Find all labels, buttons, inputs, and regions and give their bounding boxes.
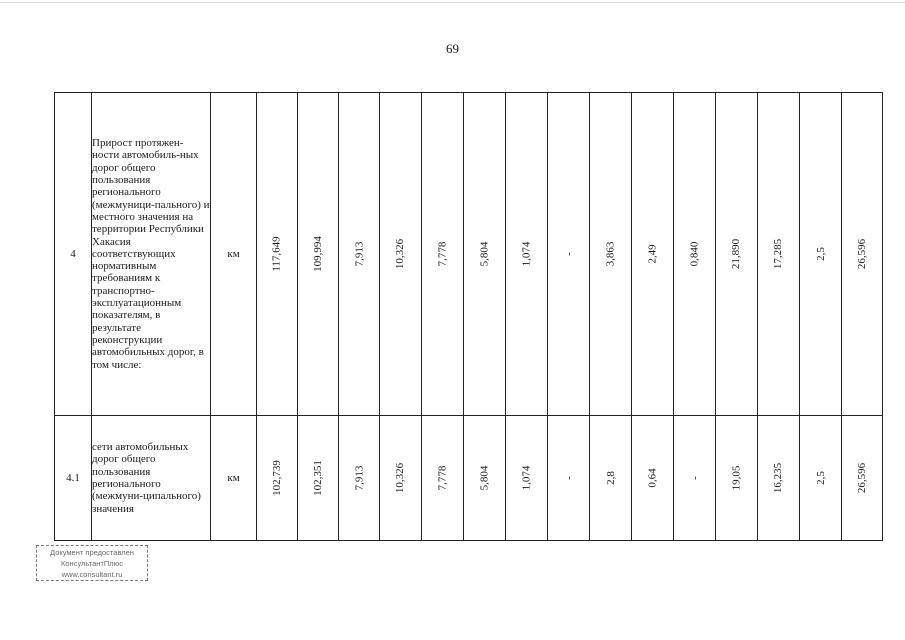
value-text: 10,326 <box>394 238 407 270</box>
value-cell <box>758 416 800 541</box>
value-text: 5,804 <box>478 465 491 491</box>
value-cell <box>842 416 883 541</box>
table-row <box>55 416 883 541</box>
value-text: - <box>688 476 701 480</box>
value-cell <box>257 416 298 541</box>
value-text: 0,64 <box>646 468 659 488</box>
value-cell <box>464 416 506 541</box>
value-cell <box>339 416 380 541</box>
value-cell <box>674 93 716 416</box>
value-text: 17,285 <box>772 238 785 270</box>
value-text: - <box>562 252 575 256</box>
value-text: 7,778 <box>436 241 449 267</box>
value-cell <box>632 93 674 416</box>
scan-artifact-line <box>0 2 905 3</box>
stamp-line: КонсультантПлюс <box>61 559 123 568</box>
indicator-name-cell: сети автомобильных дорог общего пользования регионального (межмуни-ципального) значения <box>92 416 211 541</box>
value-text: 2,8 <box>604 471 617 485</box>
value-cell <box>298 93 339 416</box>
value-text: 1,074 <box>520 465 533 491</box>
value-text: 7,913 <box>353 465 365 491</box>
value-cell <box>422 93 464 416</box>
value-cell <box>506 416 548 541</box>
value-text: 2,5 <box>814 471 827 485</box>
value-text: 7,913 <box>353 241 365 267</box>
value-text: 117,649 <box>271 236 283 272</box>
value-text: 102,351 <box>312 460 324 496</box>
value-cell <box>380 93 422 416</box>
value-text: 26,596 <box>856 462 868 494</box>
value-cell <box>800 416 842 541</box>
value-text: 0,840 <box>688 241 701 267</box>
value-cell <box>339 93 380 416</box>
value-cell <box>464 93 506 416</box>
value-cell <box>632 416 674 541</box>
value-text: 109,994 <box>312 236 324 272</box>
value-text: 21,890 <box>730 238 743 270</box>
value-text: 102,739 <box>271 460 283 496</box>
value-text: - <box>562 476 575 480</box>
value-cell <box>716 416 758 541</box>
stamp-line: www.consultant.ru <box>61 570 123 579</box>
page-number: 69 <box>446 41 459 56</box>
indicator-name-cell: Прирост протяжен-ности автомобиль-ных дорог общего пользования регионального (межмуници-пального) и местного значения на территории Республики Хакасия соответствующих нормативным требованиям к транспортно-эксплуатационным показателям, в результате реконструкции автомобильных дорог, в том числе: <box>92 93 211 416</box>
value-cell <box>257 93 298 416</box>
value-text: 2,49 <box>646 244 659 264</box>
value-cell <box>548 416 590 541</box>
consultant-stamp <box>36 545 148 581</box>
row-number-cell: 4.1 <box>55 416 92 541</box>
value-text: 1,074 <box>520 241 533 267</box>
value-cell <box>800 93 842 416</box>
value-cell <box>506 93 548 416</box>
value-cell <box>758 93 800 416</box>
value-text: 3,863 <box>604 241 617 267</box>
value-cell <box>716 93 758 416</box>
value-cell <box>298 416 339 541</box>
data-table <box>54 92 883 541</box>
value-text: 2,5 <box>814 247 827 261</box>
value-cell <box>548 93 590 416</box>
value-text: 7,778 <box>436 465 449 491</box>
value-cell <box>842 93 883 416</box>
value-cell <box>674 416 716 541</box>
value-text: 19,05 <box>730 465 743 491</box>
value-cell <box>590 93 632 416</box>
value-cell <box>380 416 422 541</box>
value-text: 10,326 <box>394 462 407 494</box>
value-text: 26,596 <box>856 238 868 270</box>
unit-cell: км <box>211 416 257 541</box>
unit-cell: км <box>211 93 257 416</box>
stamp-line: Документ предоставлен <box>50 548 134 557</box>
value-cell <box>590 416 632 541</box>
value-cell <box>422 416 464 541</box>
table-row <box>55 93 883 416</box>
value-text: 5,804 <box>478 241 491 267</box>
row-number-cell: 4 <box>55 93 92 416</box>
value-text: 16,235 <box>772 462 785 494</box>
